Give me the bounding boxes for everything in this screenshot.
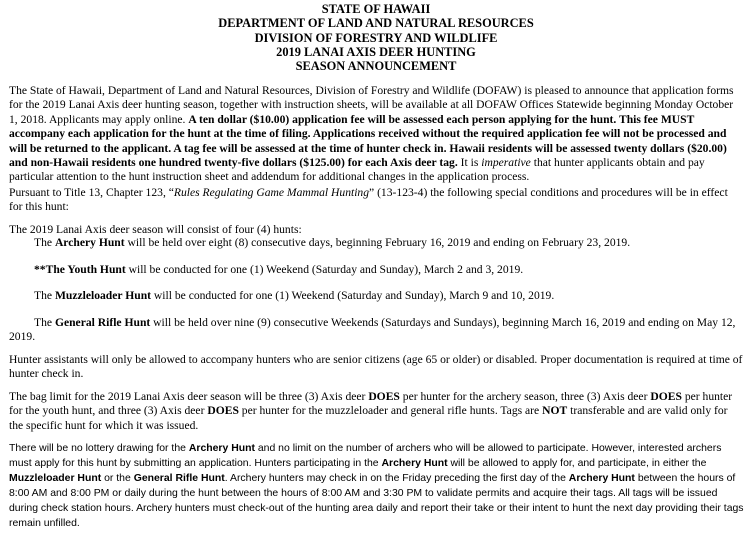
archery-lottery-paragraph: There will be no lottery drawing for the Archery Hunt and no limit on the number of archers who will be allowed to participate. However, interested archers must apply for this hunt by submitting an application. Hunters participating in the Archery Hunt will be allowed to apply for, and participate, in either the Muzzleloader Hunt or the General Rifle Hunt. Archery hunters may check in on the Friday preceding the first day of the Archery Hunt between the hours of 8:00 AM and 8:00 PM or daily during the hunt between the hours of 8:00 AM and 3:30 PM to validate permits and acquire their tags. All tags will be issued during check station hours. Archery hunters must check-out of the hunting area daily and report their take or their intent to hunt the next day providing their tags remain unfilled. xyxy=(9,443,744,530)
bag-limit-paragraph: The bag limit for the 2019 Lanai Axis deer season will be three (3) Axis deer DOES per hunter for the archery season, three (3) Axis deer DOES per hunter for the youth hunt, and three (3) Axis deer DOES per hunter for the muzzleloader and general rifle hunts. Tags are NOT transferable and are valid only for the specific hunt for which it was issued. xyxy=(9,390,733,432)
header-division: DIVISION OF FORESTRY AND WILDLIFE xyxy=(254,30,498,45)
header-state: STATE OF HAWAII xyxy=(321,2,431,16)
header-hunt-title: 2019 LANAI AXIS DEER HUNTING xyxy=(276,44,476,59)
header-department: DEPARTMENT OF LAND AND NATURAL RESOURCES xyxy=(218,16,534,31)
youth-hunt-line: **The Youth Hunt will be conducted for one (1) Weekend (Saturday and Sunday), March 2 and 3, 2019. xyxy=(34,263,524,276)
header-season-announcement: SEASON ANNOUNCEMENT xyxy=(295,59,457,74)
general-rifle-hunt-line: The General Rifle Hunt will be held over nine (9) consecutive Weekends (Saturdays and Sundays), beginning March 16, 2019 and ending on May 12, 2019. xyxy=(9,316,736,344)
general-rifle-hunt-name: General Rifle Hunt xyxy=(54,316,151,329)
rules-paragraph: Pursuant to Title 13, Chapter 123, “Rules Regulating Game Mammal Hunting” (13-123-4) the following special conditions and procedures will be in effect for this hunt: xyxy=(9,186,728,214)
hunts-intro: The 2019 Lanai Axis deer season will consist of four (4) hunts: xyxy=(9,223,302,236)
document-header xyxy=(0,0,752,73)
rules-title: Rules Regulating Game Mammal Hunting xyxy=(173,186,370,199)
muzzleloader-hunt-name: Muzzleloader Hunt xyxy=(54,289,152,302)
archery-hunt-line: The Archery Hunt will be held over eight (8) consecutive days, beginning February 16, 2019 and ending on February 23, 2019. xyxy=(34,236,631,249)
muzzleloader-hunt-line: The Muzzleloader Hunt will be conducted for one (1) Weekend (Saturday and Sunday), March 9 and 10, 2019. xyxy=(34,289,555,302)
application-paragraph: The State of Hawaii, Department of Land and Natural Resources, Division of Forestry and Wildlife (DOFAW) is pleased to announce that application forms for the 2019 Lanai Axis deer hunting season, together with instruction sheets, will be available at all DOFAW Offices Statewide beginning Monday October 1, 2018. Applicants may apply online. A ten dollar ($10.00) application fee will be assessed each person applying for the hunt. This fee MUST accompany each application for the hunt at the time of filing. Applications received without the required application fee will not be processed and will be returned to the applicant. A tag fee will be assessed at the time of hunter check in. Hawaii residents will be assessed twenty dollars ($20.00) and non-Hawaii residents one hundred twenty-five dollars ($125.00) for each Axis deer tag. It is imperative that hunter applicants obtain and pay particular attention to the hunt instruction sheet and addendum for additional changes in the application process. xyxy=(9,84,734,184)
imperative-emphasis: imperative xyxy=(481,156,531,170)
youth-hunt-name: **The Youth Hunt xyxy=(34,263,126,276)
hunter-assistants-paragraph: Hunter assistants will only be allowed to accompany hunters who are senior citizens (age 65 or older) or disabled. Proper documentation is required at time of hunter check in. xyxy=(9,353,743,381)
fee-notice: A ten dollar ($10.00) application fee will be assessed each person applying for the hunt. This fee MUST accompany each application for the hunt at the time of filing. Applications received without the required application fee will not be processed and will be returned to the applicant. A tag fee will be assessed at the time of hunter check in. Hawaii residents will be assessed twenty dollars ($20.00) and non-Hawaii residents one hundred twenty-five dollars ($125.00) for each Axis deer tag. xyxy=(9,112,727,170)
archery-hunt-name: Archery Hunt xyxy=(54,236,125,249)
